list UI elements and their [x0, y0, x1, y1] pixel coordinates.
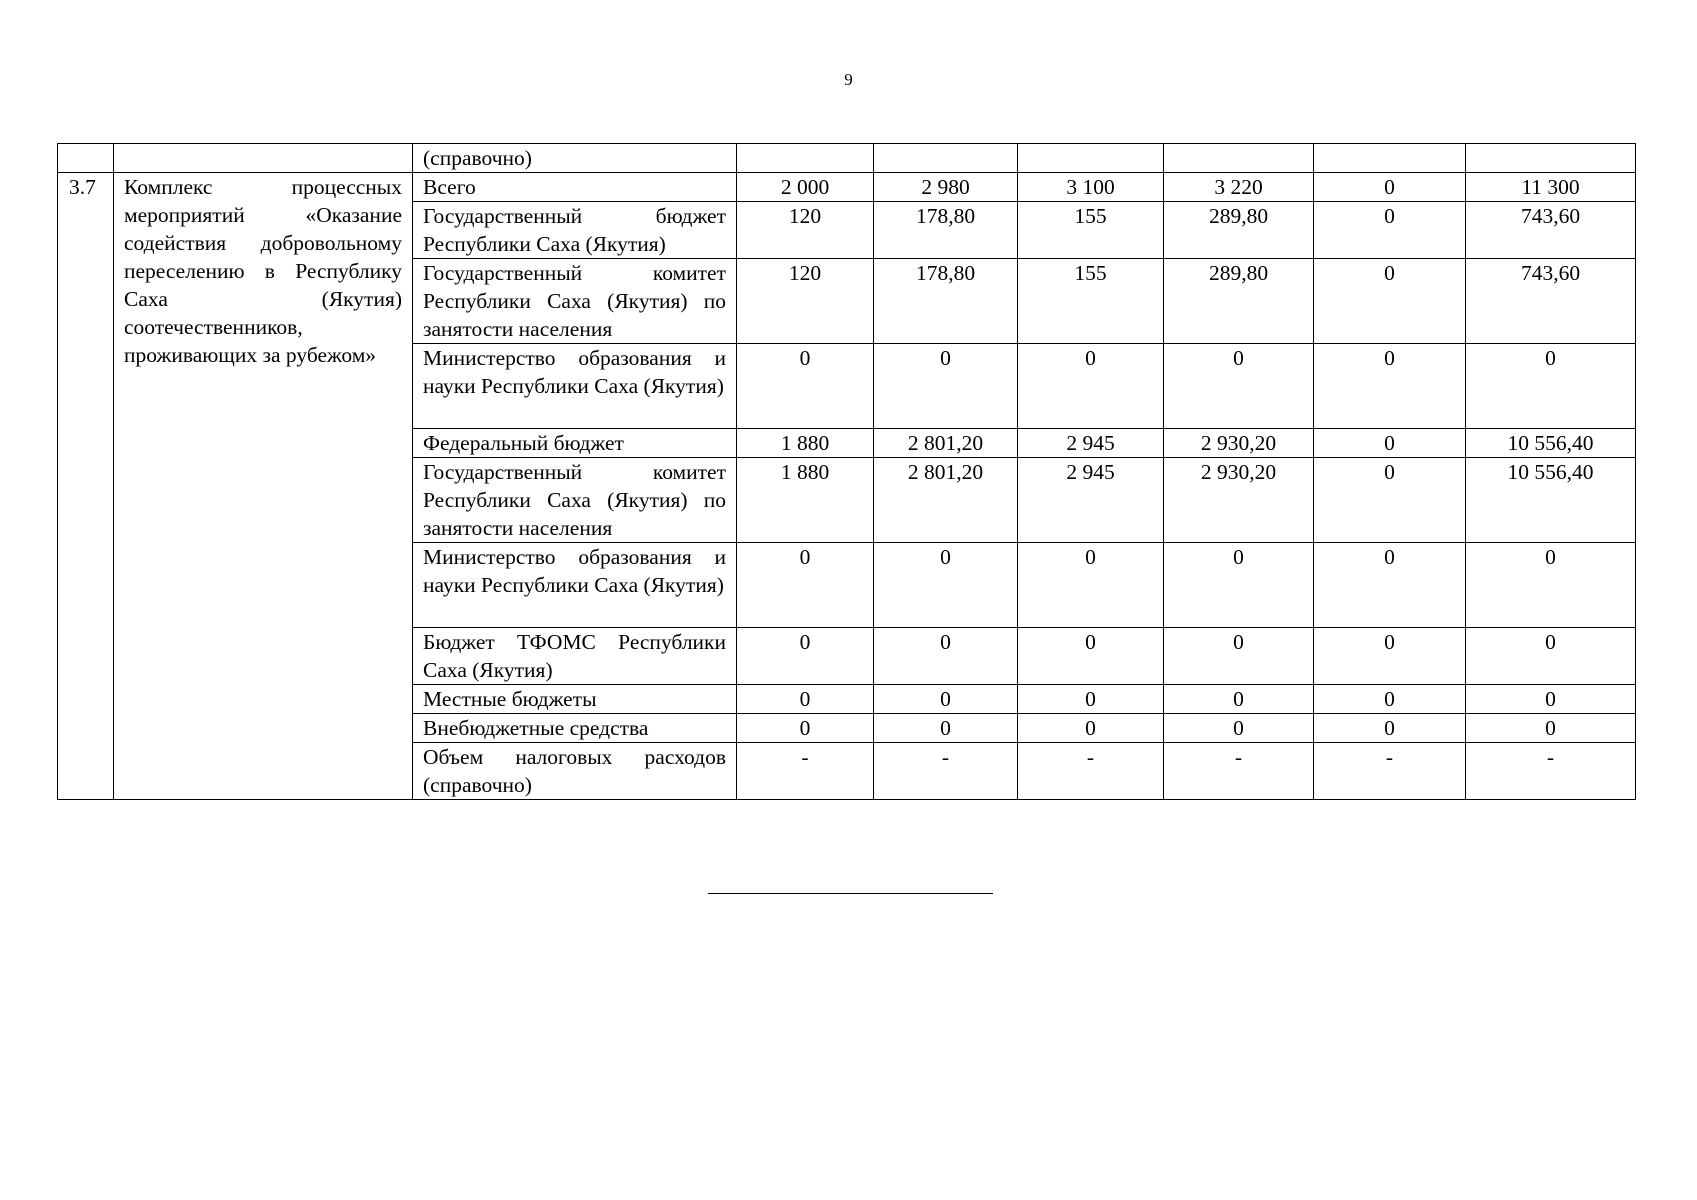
- value-cell: 0: [1314, 458, 1466, 543]
- value-cell: 155: [1018, 259, 1164, 344]
- value-cell: 0: [1164, 685, 1314, 714]
- value-cell: 0: [1314, 173, 1466, 202]
- value-cell: 2 801,20: [874, 458, 1018, 543]
- value-cell: 0: [1466, 685, 1636, 714]
- row-label: Всего: [413, 173, 737, 202]
- value-cell: 10 556,40: [1466, 429, 1636, 458]
- footer-divider: [708, 893, 993, 894]
- value-cell-empty: [1018, 144, 1164, 173]
- value-cell: 0: [1018, 344, 1164, 429]
- row-label: Государственный комитет Республики Саха (Якутия) по занятости населения: [413, 458, 737, 543]
- value-cell: 0: [1164, 714, 1314, 743]
- row-label: Местные бюджеты: [413, 685, 737, 714]
- value-cell: 2 980: [874, 173, 1018, 202]
- value-cell: 0: [1466, 344, 1636, 429]
- row-label: Бюджет ТФОМС Республики Саха (Якутия): [413, 628, 737, 685]
- item-number: 3.7: [58, 173, 114, 800]
- value-cell: 0: [1018, 685, 1164, 714]
- value-cell: 289,80: [1164, 259, 1314, 344]
- value-cell: 2 801,20: [874, 429, 1018, 458]
- description-cell-empty: [114, 144, 413, 173]
- page-number: 9: [844, 70, 853, 89]
- value-cell: 0: [874, 628, 1018, 685]
- table-row: [58, 173, 1636, 202]
- value-cell: 0: [1018, 714, 1164, 743]
- value-cell: -: [1164, 743, 1314, 800]
- continuation-row: [58, 144, 1636, 173]
- value-cell: -: [1466, 743, 1636, 800]
- value-cell: 0: [1314, 685, 1466, 714]
- value-cell-empty: [1466, 144, 1636, 173]
- value-cell: 2 945: [1018, 429, 1164, 458]
- value-cell: 0: [1314, 429, 1466, 458]
- value-cell: 1 880: [737, 429, 874, 458]
- value-cell: 0: [737, 714, 874, 743]
- value-cell: 2 000: [737, 173, 874, 202]
- value-cell-empty: [1164, 144, 1314, 173]
- value-cell: 0: [874, 543, 1018, 628]
- value-cell: 0: [1466, 714, 1636, 743]
- value-cell: 155: [1018, 202, 1164, 259]
- value-cell: -: [737, 743, 874, 800]
- value-cell: 0: [737, 628, 874, 685]
- value-cell: 0: [1314, 714, 1466, 743]
- value-cell: 289,80: [1164, 202, 1314, 259]
- value-cell: 0: [737, 685, 874, 714]
- value-cell: 0: [1314, 628, 1466, 685]
- value-cell: 0: [1314, 202, 1466, 259]
- value-cell: 3 100: [1018, 173, 1164, 202]
- value-cell: -: [1018, 743, 1164, 800]
- value-cell: 0: [1314, 344, 1466, 429]
- value-cell: 120: [737, 202, 874, 259]
- value-cell: -: [1314, 743, 1466, 800]
- value-cell-empty: [737, 144, 874, 173]
- value-cell: 0: [874, 714, 1018, 743]
- value-cell: 0: [1164, 628, 1314, 685]
- index-cell-empty: [58, 144, 114, 173]
- value-cell: 178,80: [874, 202, 1018, 259]
- value-cell: 0: [1314, 543, 1466, 628]
- value-cell: 0: [737, 543, 874, 628]
- value-cell: 0: [874, 685, 1018, 714]
- value-cell: 11 300: [1466, 173, 1636, 202]
- row-label: (справочно): [413, 144, 737, 173]
- value-cell: 10 556,40: [1466, 458, 1636, 543]
- value-cell: 2 930,20: [1164, 458, 1314, 543]
- value-cell: 2 945: [1018, 458, 1164, 543]
- item-description: Комплекс процессных мероприятий «Оказание содействия добровольному переселению в Республику Саха (Якутия) соотечественников, проживающих за рубежом»: [114, 173, 413, 800]
- value-cell: 0: [1018, 543, 1164, 628]
- value-cell: 3 220: [1164, 173, 1314, 202]
- value-cell: 743,60: [1466, 259, 1636, 344]
- value-cell: 743,60: [1466, 202, 1636, 259]
- row-label: Государственный бюджет Республики Саха (Якутия): [413, 202, 737, 259]
- row-label: Объем налоговых расходов (справочно): [413, 743, 737, 800]
- value-cell: 0: [737, 344, 874, 429]
- value-cell: 2 930,20: [1164, 429, 1314, 458]
- value-cell: 0: [1314, 259, 1466, 344]
- value-cell: 0: [1018, 628, 1164, 685]
- value-cell-empty: [874, 144, 1018, 173]
- row-label: Министерство образования и науки Республики Саха (Якутия): [413, 344, 737, 429]
- value-cell: 0: [1164, 543, 1314, 628]
- value-cell: 0: [1466, 628, 1636, 685]
- row-label: Государственный комитет Республики Саха (Якутия) по занятости населения: [413, 259, 737, 344]
- value-cell: 120: [737, 259, 874, 344]
- value-cell-empty: [1314, 144, 1466, 173]
- value-cell: -: [874, 743, 1018, 800]
- row-label: Министерство образования и науки Республики Саха (Якутия): [413, 543, 737, 628]
- value-cell: 0: [1466, 543, 1636, 628]
- budget-table: [57, 143, 1636, 800]
- value-cell: 1 880: [737, 458, 874, 543]
- value-cell: 0: [874, 344, 1018, 429]
- row-label: Внебюджетные средства: [413, 714, 737, 743]
- row-label: Федеральный бюджет: [413, 429, 737, 458]
- value-cell: 0: [1164, 344, 1314, 429]
- value-cell: 178,80: [874, 259, 1018, 344]
